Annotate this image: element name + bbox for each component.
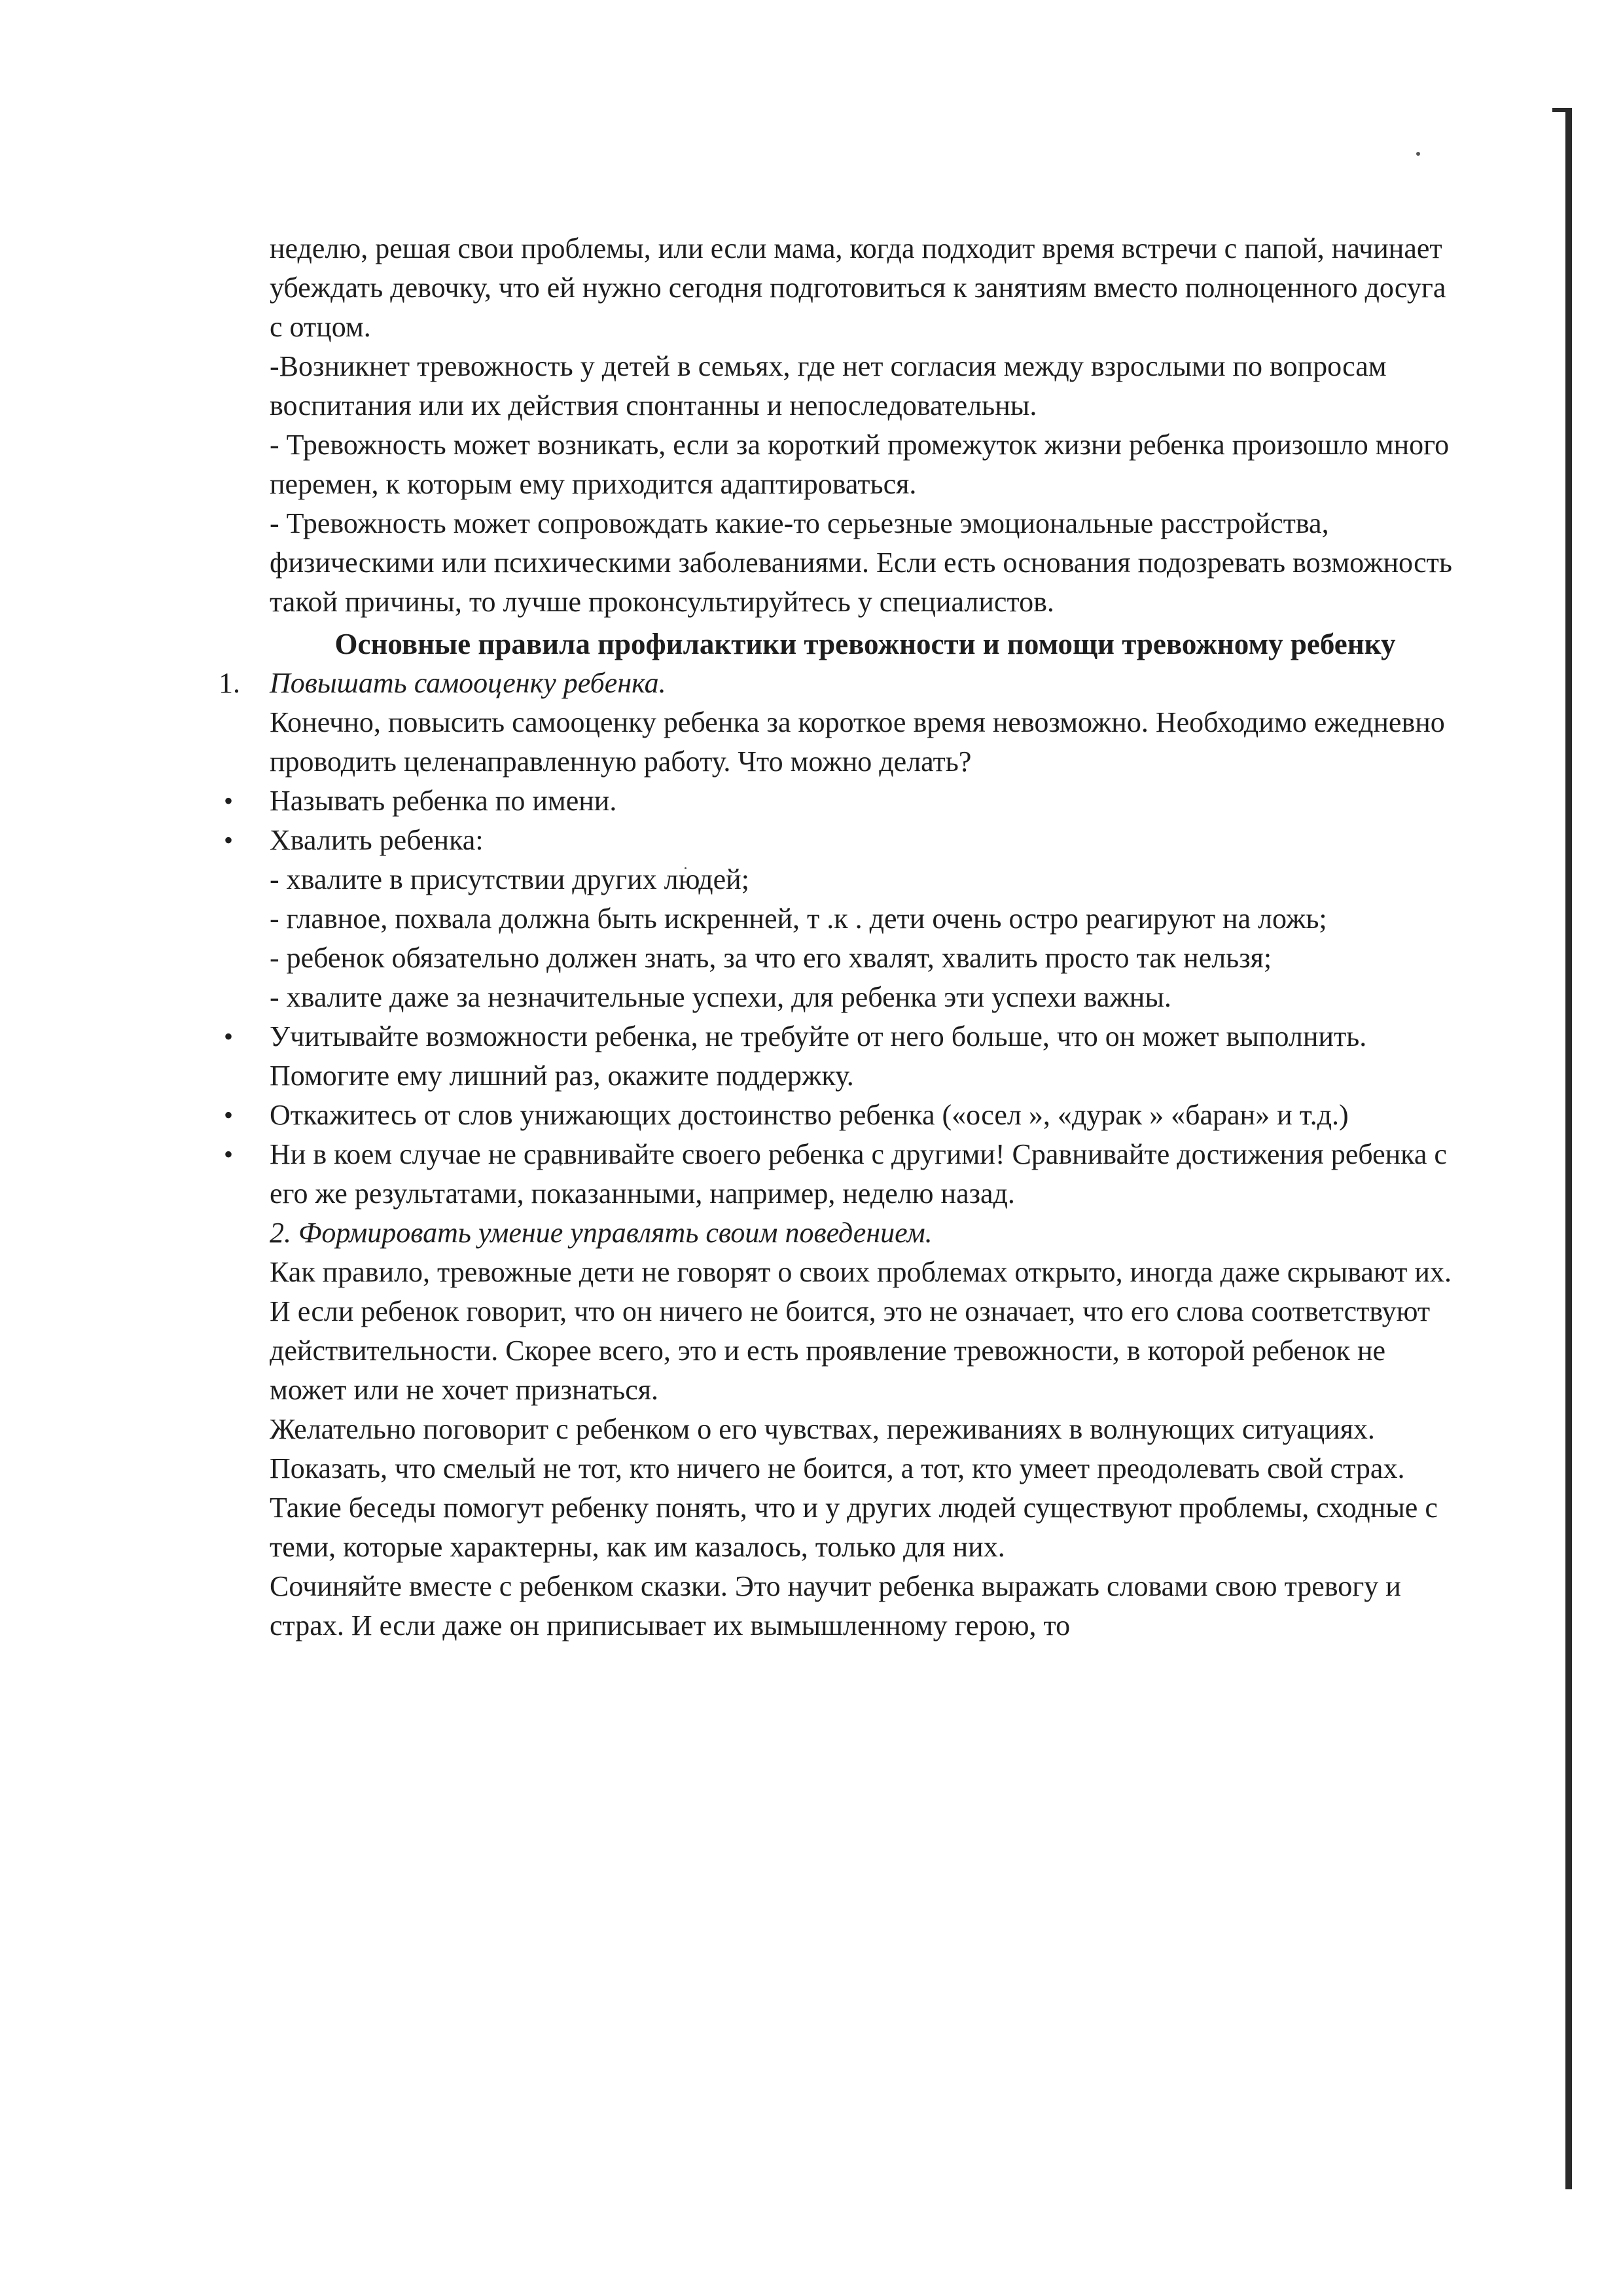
bullet-icon: • <box>224 786 234 816</box>
document-body <box>219 229 1461 1645</box>
scan-speck <box>1416 152 1420 156</box>
list-item <box>224 781 1461 821</box>
bullet-icon: • <box>224 1100 234 1130</box>
scan-edge-tick <box>1552 108 1572 112</box>
section2-paragraph: Сочиняйте вместе с ребенком сказки. Это научит ребенка выражать словами свою тревогу и страх. И если даже он приписывает их вымышленному герою, то <box>270 1570 1401 1641</box>
numbered-item-1 <box>219 664 1461 703</box>
section1-text: Конечно, повысить самооценку ребенка за короткое время невозможно. Необходимо ежедневно проводить целенаправленную работу. Что можно делать? <box>270 706 1445 778</box>
section2-title: 2. Формировать умение управлять своим поведением. <box>270 1217 933 1249</box>
section2-paragraph: Желательно поговорит с ребенком о его чувствах, переживаниях в волнующих ситуациях. Показать, что смелый не тот, кто ничего не боится, а тот, кто умеет преодолевать свой страх. Такие беседы помогут ребенку понять, что и у других людей существуют проблемы, сходные с теми, которые характерны, как им казалось, только для них. <box>270 1413 1438 1563</box>
bullet-icon: • <box>224 1022 234 1051</box>
list-item <box>224 1096 1461 1135</box>
list-item-text: Откажитесь от слов унижающих достоинство ребенка («осел », «дурак » «баран» и т.д.) <box>270 1099 1349 1131</box>
intro-paragraph: - Тревожность может возникать, если за короткий промежуток жизни ребенка произошло много перемен, к которым ему приходится адаптироваться. <box>270 429 1450 500</box>
praise-item: - хвалите в присутствии других людей; <box>270 863 749 895</box>
section2-paragraph: Как правило, тревожные дети не говорят о своих проблемах открыто, иногда даже скрывают их. И если ребенок говорит, что он ничего не боится, это не означает, что его слова соответствуют действительности. Скорее всего, это и есть проявление тревожности, в которой ребенок не может или не хочет признаться. <box>270 1256 1452 1406</box>
praise-item: - ребенок обязательно должен знать, за что его хвалят, хвалить просто так нельзя; <box>270 942 1272 974</box>
praise-item: - главное, похвала должна быть искренней, т .к . дети очень остро реагируют на ложь; <box>270 903 1327 935</box>
item-title: Повышать самооценку ребенка. <box>270 667 666 699</box>
list-item-text: Называть ребенка по имени. <box>270 785 617 817</box>
intro-paragraph: неделю, решая свои проблемы, или если мама, когда подходит время встречи с папой, начинает убеждать девочку, что ей нужно сегодня подготовиться к занятиям вместо полноценного досуга с отцом. <box>270 232 1446 343</box>
list-item-text: Хвалить ребенка: <box>270 824 484 856</box>
praise-item: - хвалите даже за незначительные успехи, для ребенка эти успехи важны. <box>270 981 1171 1013</box>
bullet-icon: • <box>224 1139 234 1169</box>
bullet-icon: • <box>224 825 234 855</box>
list-item <box>224 1017 1461 1096</box>
scan-edge-line <box>1565 108 1572 2189</box>
section-heading: Основные правила профилактики тревожности и помощи тревожному ребенку <box>334 628 1396 660</box>
intro-paragraph: -Возникнет тревожность у детей в семьях, где нет согласия между взрослыми по вопросам воспитания или их действия спонтанны и непоследовательны. <box>270 350 1387 422</box>
list-item <box>224 1135 1461 1213</box>
list-item-text: Учитывайте возможности ребенка, не требуйте от него больше, что он может выполнить. Помогите ему лишний раз, окажите поддержку. <box>270 1020 1367 1092</box>
item-number: 1. <box>219 667 240 699</box>
intro-paragraph: - Тревожность может сопровождать какие-то серьезные эмоциональные расстройства, физическими или психическими заболеваниями. Если есть основания подозревать возможность такой причины, то лучше проконсультируйтесь у специалистов. <box>270 507 1452 618</box>
list-item-text: Ни в коем случае не сравнивайте своего ребенка с другими! Сравнивайте достижения ребенка с его же результатами, показанными, например, неделю назад. <box>270 1138 1447 1210</box>
list-item <box>224 821 1461 860</box>
